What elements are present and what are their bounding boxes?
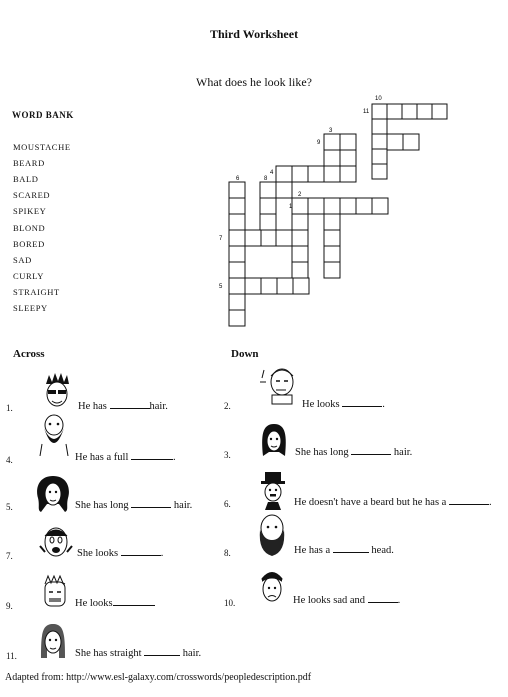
grid-number: 9 [317,140,321,146]
crossword-cell[interactable] [340,166,356,182]
crossword-cell[interactable] [324,246,340,262]
crossword-cell[interactable] [292,246,308,262]
crossword-cell[interactable] [229,310,245,326]
clue-down-6 [294,497,492,508]
clue-across-11 [75,648,201,659]
crossword-cell[interactable] [324,214,340,230]
answer-blank[interactable] [351,453,391,455]
clue-number: 10. [224,598,236,608]
crossword-cell[interactable] [324,198,340,214]
grid-number: 8 [264,176,268,182]
clue-number: 1. [6,403,13,413]
clue-text: He looks [75,598,113,609]
clue-number: 5. [6,502,13,512]
crossword-cell[interactable] [245,230,261,246]
crossword-cell[interactable] [340,150,356,166]
clue-text: She has long [295,447,349,458]
word-bank-heading: WORD BANK [12,110,74,120]
clue-number: 3. [224,450,231,460]
crossword-cell[interactable] [417,104,432,119]
crossword-cell[interactable] [229,246,245,262]
clue-down-8 [294,545,394,556]
answer-blank[interactable] [131,506,171,508]
crossword-cell[interactable] [229,262,245,278]
clue-number: 2. [224,401,231,411]
clue-across-4 [75,452,176,463]
word-bank-word: SPIKEY [13,206,47,216]
word-bank-word: BEARD [13,158,45,168]
clue-down-10 [293,595,400,606]
crossword-cell[interactable] [229,182,245,198]
clue-across-5 [75,500,192,511]
crossword-cell[interactable] [229,214,245,230]
clue-number: 7. [6,551,13,561]
clue-down-3 [295,447,412,458]
clue-text: hair. [393,447,413,458]
face-straight-hair-icon [38,622,68,660]
clue-number: 4. [6,455,13,465]
face-spiky-hair-icon [42,372,72,412]
clue-text: . [382,399,385,410]
word-bank-word: CURLY [13,271,44,281]
crossword-cell[interactable] [372,198,388,214]
crossword-cell[interactable] [402,104,417,119]
clue-text: . [488,497,492,508]
crossword-cell[interactable] [276,182,292,198]
clue-number: 6. [224,499,231,509]
crossword-cell[interactable] [229,278,245,294]
answer-blank[interactable] [113,604,155,606]
clue-text: She looks [77,548,119,559]
crossword-cell[interactable] [324,262,340,278]
crossword-cell[interactable] [292,230,308,246]
clue-text: hair. [149,401,168,412]
clue-number: 11. [6,651,17,661]
clue-text: hair. [173,500,193,511]
clue-text: . [172,452,176,463]
face-bald-icon [254,512,290,558]
across-heading: Across [13,348,45,360]
crossword-cell[interactable] [229,230,245,246]
face-sleepy-icon [40,574,70,612]
crossword-cell[interactable] [324,134,340,150]
clue-text: head. [371,545,394,556]
face-sad-icon [258,570,286,608]
grid-number: 7 [219,236,223,242]
crossword-cell[interactable] [229,198,245,214]
crossword-cell[interactable] [276,230,292,246]
word-bank-word: SLEEPY [13,303,48,313]
crossword-cell[interactable] [292,166,308,182]
grid-number: 4 [270,170,274,176]
crossword-cell[interactable] [261,278,277,294]
source-footer: Adapted from: http://www.esl-galaxy.com/crosswords/peopledescription.pdf [5,672,312,683]
grid-number: 6 [236,176,240,182]
crossword-cell[interactable] [324,166,340,182]
clue-text: . [397,595,401,606]
word-bank-word: STRAIGHT [13,287,60,297]
crossword-cell[interactable] [387,134,403,150]
grid-number: 2 [298,192,302,198]
answer-blank[interactable] [110,407,150,409]
clue-across-7 [77,548,163,559]
crossword-cell[interactable] [372,119,387,134]
crossword-cell[interactable] [340,198,356,214]
crossword-cell[interactable] [372,149,387,164]
crossword-cell[interactable] [260,214,276,230]
face-scared-icon [38,522,74,562]
crossword-cell[interactable] [340,134,356,150]
answer-blank[interactable] [144,654,180,656]
crossword-cell[interactable] [356,198,372,214]
clue-text: She has long [75,500,129,511]
grid-number: 10 [375,96,382,102]
face-long-hair-icon [259,422,289,462]
word-bank-word: BORED [13,239,45,249]
crossword-cell[interactable] [276,166,292,182]
worksheet-subtitle: What does he look like? [196,75,312,89]
answer-blank[interactable] [449,503,489,505]
word-bank-word: SAD [13,255,32,265]
crossword-cell[interactable] [229,294,245,310]
clue-text: She has straight [75,648,142,659]
clue-text: He doesn't have a beard but he has a [294,497,447,508]
face-curly-hair-icon [35,474,71,514]
clue-text: hair. [182,648,202,659]
crossword-cell[interactable] [245,278,261,294]
clue-across-1 [78,401,168,412]
answer-blank[interactable] [121,554,161,556]
answer-blank[interactable] [368,601,398,603]
word-bank-word: BALD [13,174,39,184]
crossword-cell[interactable] [432,104,447,119]
clue-text: He looks sad and [293,595,366,606]
crossword-cell[interactable] [260,198,276,214]
clue-text: He has a [294,545,331,556]
crossword-cell[interactable] [292,262,308,278]
crossword-cell[interactable] [387,104,402,119]
grid-number: 11 [363,109,370,115]
word-bank-word: BLOND [13,223,46,233]
grid-number: 3 [329,128,333,134]
crossword-cell[interactable] [372,164,387,179]
clue-text: He looks [302,399,340,410]
clue-text: He has [78,401,107,412]
crossword-cell[interactable] [324,230,340,246]
crossword-cell[interactable] [308,166,324,182]
grid-number: 1 [289,204,293,210]
crossword-cell[interactable] [260,182,276,198]
clue-across-9 [75,598,155,609]
crossword-cells [229,104,447,326]
clue-text: He has a full [75,452,129,463]
answer-blank[interactable] [342,405,382,407]
face-bored-icon [256,362,298,406]
crossword-cell[interactable] [292,214,308,230]
face-moustache-icon [258,470,288,510]
clue-down-2 [302,399,385,410]
crossword-cell[interactable] [277,278,293,294]
crossword-cell[interactable] [260,230,276,246]
clue-number: 8. [224,548,231,558]
answer-blank[interactable] [131,458,173,460]
crossword-cell[interactable] [372,104,387,119]
clue-text: . [160,548,164,559]
word-bank-word: MOUSTACHE [13,142,71,152]
word-bank-word: SCARED [13,190,51,200]
crossword-cell[interactable] [403,134,419,150]
crossword-cell[interactable] [293,278,309,294]
crossword-cell[interactable] [372,134,387,149]
crossword-cell[interactable] [292,198,308,214]
clue-number: 9. [6,601,13,611]
worksheet-title: Third Worksheet [209,27,299,41]
answer-blank[interactable] [333,551,369,553]
face-beard-icon [38,412,70,456]
crossword-cell[interactable] [308,198,324,214]
crossword-cell[interactable] [324,150,340,166]
grid-number: 5 [219,284,223,290]
down-heading: Down [231,348,259,360]
